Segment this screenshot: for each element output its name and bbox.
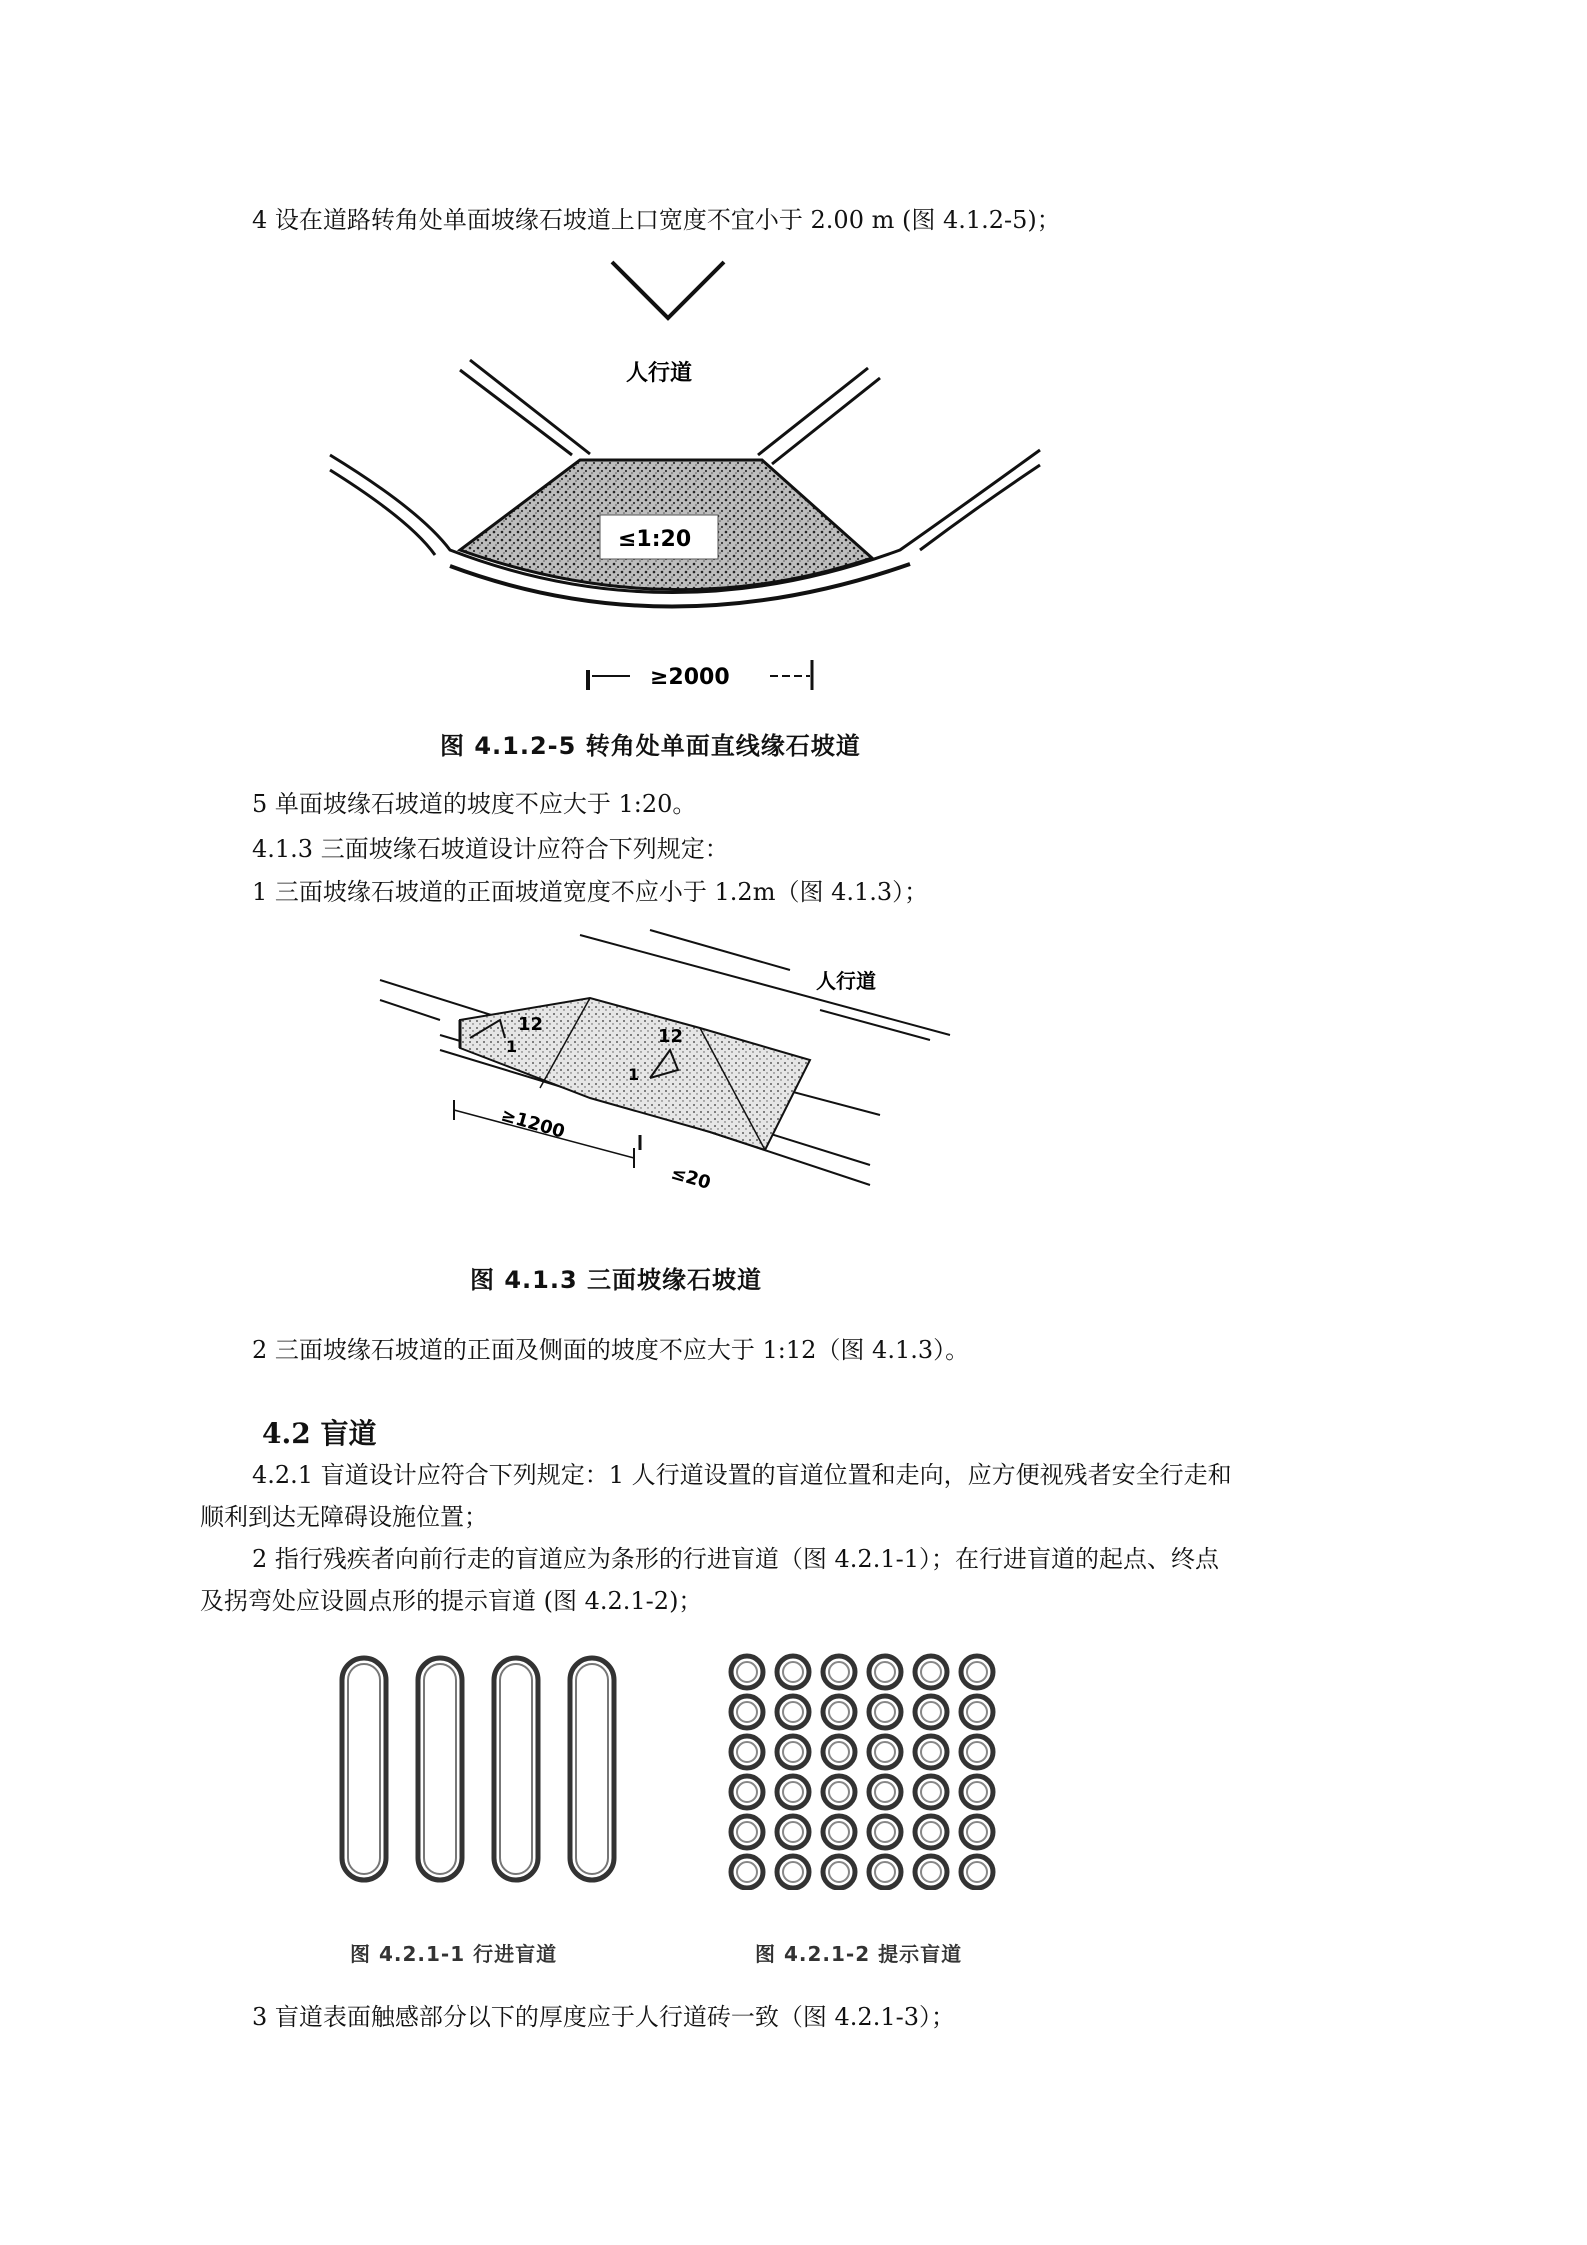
tactile-dot bbox=[731, 1816, 763, 1848]
figure-4-1-3 bbox=[370, 920, 970, 1220]
item-4-text: 4 设在道路转角处单面坡缘石坡道上口宽度不宜小于 2.00 m (图 4.1.2-5)； bbox=[252, 206, 1061, 234]
tactile-dot bbox=[777, 1776, 809, 1808]
label-12a: 12 bbox=[518, 1014, 544, 1035]
item-2-4-2-1-line1: 2 指行残疾者向前行走的盲道应为条形的行进盲道（图 4.2.1-1）；在行进盲道的起点、终点 bbox=[252, 1545, 1219, 1573]
label-12b: 12 bbox=[658, 1026, 684, 1047]
clause-4-1-3-title: 4.1.3 三面坡缘石坡道设计应符合下列规定： bbox=[252, 835, 729, 863]
tactile-dot-inner bbox=[829, 1742, 849, 1762]
tactile-dot bbox=[961, 1816, 993, 1848]
tactile-dot bbox=[731, 1736, 763, 1768]
tactile-dot-inner bbox=[967, 1862, 987, 1882]
tactile-dot bbox=[777, 1656, 809, 1688]
label-1a: 1 bbox=[506, 1037, 518, 1056]
item-3-4-2-1-text: 3 盲道表面触感部分以下的厚度应于人行道砖一致（图 4.2.1-3）； bbox=[252, 2003, 955, 2031]
sidewalk-label: 人行道 bbox=[816, 969, 876, 993]
tactile-dot bbox=[777, 1696, 809, 1728]
tactile-dot bbox=[777, 1736, 809, 1768]
tactile-dot bbox=[869, 1736, 901, 1768]
tactile-dot-inner bbox=[967, 1702, 987, 1722]
tactile-dot bbox=[777, 1816, 809, 1848]
tactile-dot-inner bbox=[737, 1702, 757, 1722]
tactile-dot bbox=[777, 1856, 809, 1888]
tactile-dot-inner bbox=[737, 1862, 757, 1882]
tactile-dot bbox=[869, 1856, 901, 1888]
tactile-dot bbox=[823, 1656, 855, 1688]
tactile-dot-inner bbox=[921, 1702, 941, 1722]
tactile-dot bbox=[961, 1696, 993, 1728]
tactile-dot-inner bbox=[875, 1862, 895, 1882]
figure-4-2-1-1-caption: 图 4.2.1-1 行进盲道 bbox=[350, 1942, 558, 1966]
tactile-dot bbox=[915, 1696, 947, 1728]
clause-4-2-1-line2: 顺利到达无障碍设施位置； bbox=[200, 1503, 488, 1531]
tactile-dot-inner bbox=[967, 1662, 987, 1682]
tactile-dot-inner bbox=[829, 1862, 849, 1882]
tactile-dot-inner bbox=[783, 1742, 803, 1762]
tactile-dot bbox=[731, 1696, 763, 1728]
tactile-dot bbox=[869, 1776, 901, 1808]
tactile-dot bbox=[731, 1656, 763, 1688]
width-dimension: ≥1200 bbox=[498, 1104, 568, 1143]
tactile-dot bbox=[823, 1856, 855, 1888]
tactile-dot-inner bbox=[921, 1742, 941, 1762]
tactile-dot bbox=[915, 1856, 947, 1888]
tactile-dot-inner bbox=[783, 1702, 803, 1722]
sidewalk-label: 人行道 bbox=[626, 361, 693, 386]
figure-4-2-1-2-caption: 图 4.2.1-2 提示盲道 bbox=[755, 1942, 963, 1966]
tactile-dot bbox=[823, 1776, 855, 1808]
figure-4-1-2-5-caption: 图 4.1.2-5 转角处单面直线缘石坡道 bbox=[440, 732, 861, 760]
tactile-dot-inner bbox=[783, 1822, 803, 1842]
tactile-dot-inner bbox=[921, 1822, 941, 1842]
tactile-dot-inner bbox=[829, 1702, 849, 1722]
tactile-dot-inner bbox=[875, 1662, 895, 1682]
tactile-dot-inner bbox=[921, 1662, 941, 1682]
tactile-dot-inner bbox=[737, 1782, 757, 1802]
tactile-dot-inner bbox=[967, 1782, 987, 1802]
item-2-4-1-3-text: 2 三面坡缘石坡道的正面及侧面的坡度不应大于 1:12（图 4.1.3）。 bbox=[252, 1336, 970, 1364]
tactile-dot bbox=[915, 1776, 947, 1808]
tactile-dot-inner bbox=[783, 1862, 803, 1882]
tactile-dot-inner bbox=[829, 1662, 849, 1682]
tactile-dot-inner bbox=[783, 1662, 803, 1682]
tactile-dot-inner bbox=[875, 1702, 895, 1722]
tactile-dot-inner bbox=[875, 1742, 895, 1762]
tactile-dot bbox=[869, 1696, 901, 1728]
tactile-dot bbox=[731, 1776, 763, 1808]
tactile-dot-inner bbox=[737, 1662, 757, 1682]
tactile-dot bbox=[823, 1736, 855, 1768]
tactile-dot-inner bbox=[967, 1742, 987, 1762]
item-1-4-1-3-text: 1 三面坡缘石坡道的正面坡道宽度不应小于 1.2m（图 4.1.3）； bbox=[252, 878, 929, 906]
tactile-dot bbox=[961, 1856, 993, 1888]
slope-label: ≤1:20 bbox=[618, 527, 692, 552]
corner-marker bbox=[612, 262, 724, 318]
figure-4-1-3-caption: 图 4.1.3 三面坡缘石坡道 bbox=[470, 1266, 763, 1294]
tactile-dot bbox=[915, 1736, 947, 1768]
tactile-dot-inner bbox=[783, 1782, 803, 1802]
item-2-4-2-1-line2: 及拐弯处应设圆点形的提示盲道 (图 4.2.1-2)； bbox=[200, 1587, 703, 1615]
tactile-dot-inner bbox=[737, 1822, 757, 1842]
depth-dimension: ≤20 bbox=[668, 1162, 713, 1194]
figure-4-2-1-2-dots bbox=[725, 1650, 1015, 1890]
tactile-dot bbox=[961, 1736, 993, 1768]
tactile-dot-inner bbox=[737, 1742, 757, 1762]
tactile-dot-inner bbox=[829, 1822, 849, 1842]
tactile-dot-inner bbox=[967, 1822, 987, 1842]
tactile-dot-inner bbox=[829, 1782, 849, 1802]
label-1b: 1 bbox=[628, 1065, 640, 1084]
tactile-dot bbox=[915, 1816, 947, 1848]
tactile-dot-inner bbox=[875, 1822, 895, 1842]
width-label: ≥2000 bbox=[650, 665, 730, 690]
tactile-dot bbox=[869, 1656, 901, 1688]
tactile-dot bbox=[823, 1696, 855, 1728]
tactile-dot bbox=[915, 1656, 947, 1688]
section-4-2-heading: 4.2 盲道 bbox=[262, 1417, 377, 1450]
tactile-dot bbox=[961, 1776, 993, 1808]
tactile-dot-inner bbox=[921, 1782, 941, 1802]
tactile-dot bbox=[961, 1656, 993, 1688]
tactile-dot bbox=[731, 1856, 763, 1888]
tactile-dot-inner bbox=[875, 1782, 895, 1802]
clause-4-2-1-line1: 4.2.1 盲道设计应符合下列规定：1 人行道设置的盲道位置和走向，应方便视残者安全行走和 bbox=[252, 1461, 1232, 1489]
figure-4-2-1-1-strips bbox=[330, 1650, 630, 1890]
tactile-dot-inner bbox=[921, 1862, 941, 1882]
tactile-dot bbox=[869, 1816, 901, 1848]
item-5-text: 5 单面坡缘石坡道的坡度不应大于 1:20。 bbox=[252, 790, 697, 818]
figure-4-1-2-5 bbox=[300, 250, 1060, 770]
tactile-dot bbox=[823, 1816, 855, 1848]
